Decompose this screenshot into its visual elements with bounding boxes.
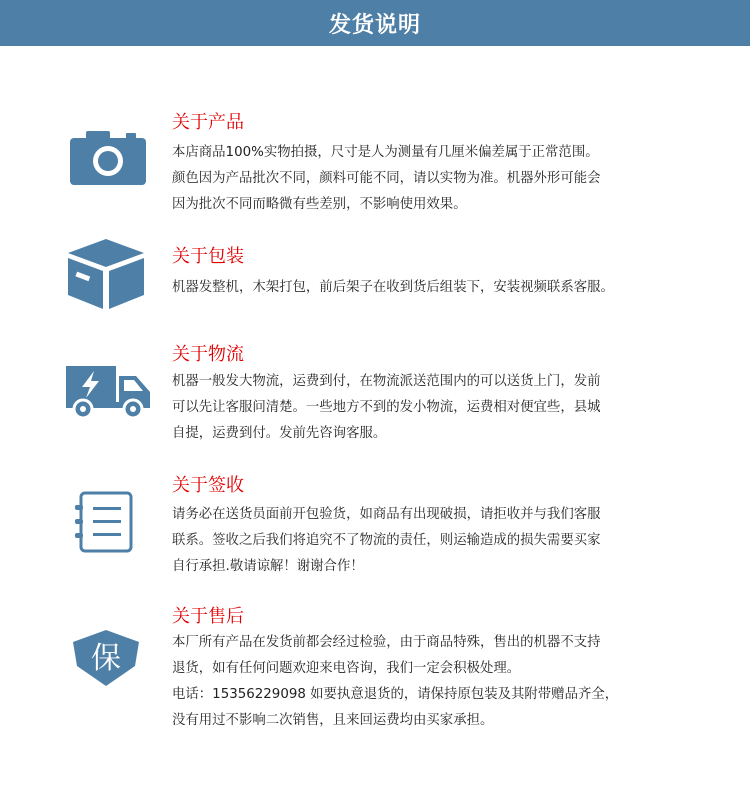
section-body bbox=[172, 369, 662, 447]
section-body bbox=[172, 140, 662, 218]
body-line: 可以先让客服问清楚。一些地方不到的发小物流，运费相对便宜些，县城 bbox=[172, 400, 601, 415]
body-line: 本店商品100%实物拍摄，尺寸是人为测量有几厘米偏差属于正常范围。 bbox=[172, 145, 599, 160]
body-line: 电话：15356229098 如要执意退货的，请保持原包装及其附带赠品齐全， bbox=[172, 687, 619, 702]
section-title: 关于包装 bbox=[172, 246, 244, 267]
body-line: 机器一般发大物流，运费到付，在物流派送范围内的可以送货上门，发前 bbox=[172, 374, 601, 389]
section-body bbox=[172, 502, 662, 580]
body-line: 颜色因为产品批次不同，颜料可能不同，请以实物为准。机器外形可能会 bbox=[172, 171, 601, 186]
section-title: 关于售后 bbox=[172, 606, 244, 627]
section-title: 关于产品 bbox=[172, 112, 244, 133]
body-line: 自提，运费到付。发前先咨询客服。 bbox=[172, 426, 387, 441]
section-body bbox=[172, 275, 662, 301]
body-line: 联系。签收之后我们将追究不了物流的责任，则运输造成的损失需要买家 bbox=[172, 533, 601, 548]
body-line: 机器发整机，木架打包，前后架子在收到货后组装下，安装视频联系客服。 bbox=[172, 280, 614, 295]
box-icon bbox=[68, 239, 144, 309]
document-icon bbox=[75, 491, 133, 553]
camera-icon bbox=[70, 131, 146, 185]
body-line: 没有用过不影响二次销售，且来回运费均由买家承担。 bbox=[172, 713, 494, 728]
header-bar bbox=[0, 0, 750, 46]
body-line: 退货，如有任何问题欢迎来电咨询，我们一定会积极处理。 bbox=[172, 661, 521, 676]
section-title: 关于签收 bbox=[172, 475, 244, 496]
truck-icon bbox=[66, 366, 150, 420]
page-title: 发货说明 bbox=[328, 12, 421, 38]
body-line: 请务必在送货员面前开包验货，如商品有出现破损，请拒收并与我们客服 bbox=[172, 507, 601, 522]
shield-character: 保 bbox=[91, 641, 121, 676]
body-line: 自行承担.敬请谅解！谢谢合作！ bbox=[172, 559, 364, 574]
section-title: 关于物流 bbox=[172, 344, 244, 365]
shield-icon bbox=[73, 630, 139, 686]
body-line: 因为批次不同而略微有些差别，不影响使用效果。 bbox=[172, 197, 467, 212]
body-line: 本厂所有产品在发货前都会经过检验，由于商品特殊，售出的机器不支持 bbox=[172, 635, 601, 650]
section-body bbox=[172, 630, 662, 734]
